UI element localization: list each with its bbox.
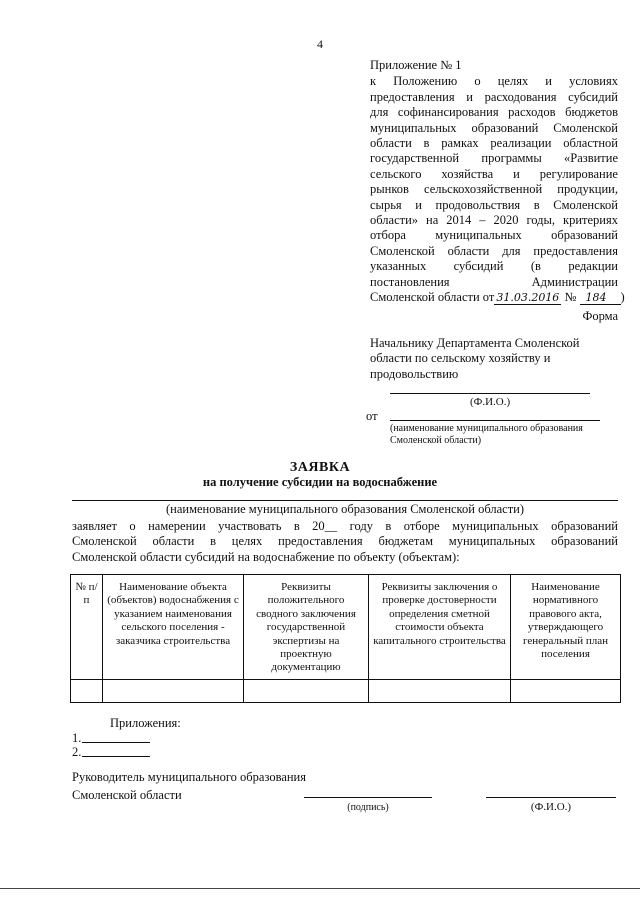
handwritten-date: 31.03.2016 — [496, 291, 560, 305]
col-header-general-plan: Наименование нормативного правового акта, утверждающего генеральный план поселения — [511, 575, 621, 680]
page-number: 4 — [317, 37, 323, 51]
appendix-item: 1. — [72, 731, 82, 745]
col-header-object-name: Наименование объекта (объектов) водоснабжения с указанием наименования сельского поселения - заказчика строительства — [103, 575, 244, 680]
addressee-line: Начальнику Департамента Смоленской — [370, 336, 580, 350]
body-text — [72, 519, 618, 565]
signature-caption: (подпись) — [347, 802, 389, 813]
document-title — [0, 460, 640, 491]
signatory-line: Смоленской области — [72, 788, 182, 803]
annex-last-prefix: Смоленской области от — [370, 290, 495, 305]
form-label: Форма — [582, 309, 618, 323]
addressee-block — [370, 336, 610, 382]
appendix-field-line[interactable] — [82, 742, 150, 743]
body-line: заявляет о намерении участвовать в 20__ году в отборе муниципальных образований — [72, 519, 618, 533]
annex-line: предоставления и расходования субсидий — [370, 89, 618, 104]
annex-title: Приложение № 1 — [370, 58, 462, 72]
appendix-field-line[interactable] — [82, 756, 150, 757]
table-cell[interactable] — [103, 679, 244, 702]
addressee-line: области по сельскому хозяйству и — [370, 351, 551, 366]
annex-line: рынков сельскохозяйственной продукции, — [370, 182, 618, 197]
annex-line: постановления Администрации — [370, 274, 618, 289]
from-caption — [390, 423, 620, 447]
close-paren: ) — [620, 290, 625, 305]
annex-line: муниципальных образований Смоленской — [370, 120, 618, 135]
handwritten-number: 184 — [580, 291, 621, 305]
annex-line: для софинансирования расходов бюджетов — [370, 105, 618, 120]
objects-table — [70, 574, 621, 703]
page-bottom-rule — [0, 888, 640, 889]
annex-line: указанных субсидий (в редакции — [370, 259, 618, 274]
annex-line: к Положению о целях и условиях — [370, 74, 618, 89]
from-caption-line: (наименование муниципального образования — [390, 423, 583, 434]
signature-field-line[interactable] — [304, 797, 432, 798]
annex-line: области» на 2014 – 2020 годы, критериях — [370, 213, 618, 228]
from-field-line[interactable] — [390, 420, 600, 421]
signatory-fio-field-line[interactable] — [486, 797, 616, 798]
title-main: ЗАЯВКА — [289, 460, 351, 475]
annex-line: государственной программы «Развитие — [370, 151, 618, 166]
addressee-line: продовольствию — [370, 366, 459, 381]
table-cell[interactable] — [369, 679, 511, 702]
annex-line: отбора муниципальных образований — [370, 228, 618, 243]
appendix-item: 2. — [72, 745, 82, 759]
col-header-estimate-check: Реквизиты заключения о проверке достоверности определения сметной стоимости объекта капитального строительства — [369, 575, 511, 680]
table-cell[interactable] — [71, 679, 103, 702]
mo-name-caption: (наименование муниципального образования Смоленской области) — [165, 502, 525, 516]
col-header-number: № п/п — [71, 575, 103, 680]
body-line: Смоленской области субсидий на водоснабжение по объекту (объектам): — [72, 549, 460, 564]
annex-line: сырья и продовольствия в Смоленской — [370, 197, 618, 212]
number-label: № — [564, 290, 577, 305]
annex-date-line — [370, 290, 625, 305]
fio-field-line[interactable] — [390, 393, 590, 394]
signatory-block — [72, 770, 306, 804]
mo-name-field-line[interactable] — [72, 500, 618, 501]
table-cell[interactable] — [244, 679, 369, 702]
signatory-fio-caption: (Ф.И.О.) — [530, 801, 572, 813]
annex-line: сельского хозяйства и регулирование — [370, 166, 618, 181]
title-sub: на получение субсидии на водоснабжение — [202, 475, 438, 490]
signatory-line: Руководитель муниципального образования — [72, 770, 306, 784]
appendices-label: Приложения: — [110, 716, 181, 730]
annex-line: Смоленской области для предоставления — [370, 243, 618, 258]
fio-caption: (Ф.И.О.) — [470, 396, 511, 408]
body-line: Смоленской области в целях предоставления бюджетам муниципальных образований — [72, 534, 618, 549]
table-header-row — [71, 575, 621, 680]
annex-line: области в рамках реализации областной — [370, 136, 618, 151]
from-label: от — [366, 409, 378, 423]
table-cell[interactable] — [511, 679, 621, 702]
annex-block — [370, 58, 625, 306]
col-header-expertise: Реквизиты положительного сводного заключения государственной экспертизы на проектную документацию — [244, 575, 369, 680]
from-caption-line: Смоленской области) — [390, 435, 482, 446]
table-row — [71, 679, 621, 702]
